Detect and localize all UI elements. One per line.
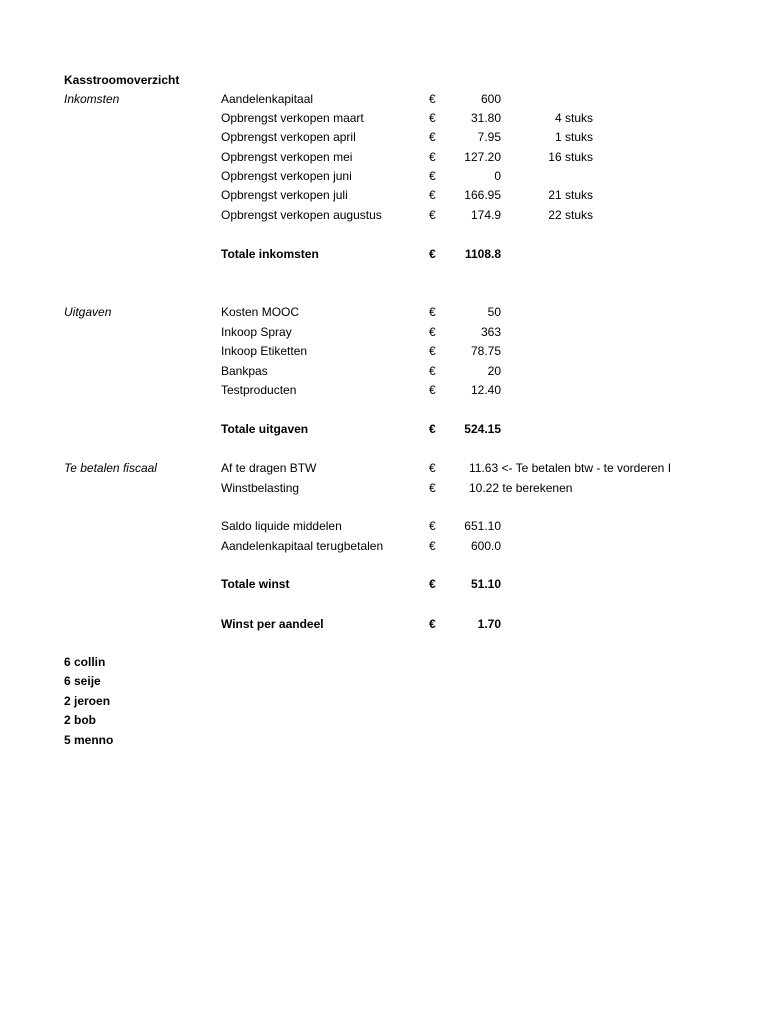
row-label: Aandelenkapitaal terugbetalen (221, 539, 384, 553)
tax-row (0, 478, 768, 498)
sheet-title: Kasstroomoverzicht (64, 73, 180, 87)
currency-symbol: € (429, 539, 436, 553)
currency-symbol: € (429, 247, 436, 261)
expense-row (0, 322, 768, 342)
row-note: 4 stuks (554, 111, 593, 125)
row-amount: 166.95 (464, 188, 501, 202)
row-label: Totale uitgaven (221, 422, 309, 436)
tax-amount-with-note (469, 458, 671, 478)
shareholder-line: 2 bob (64, 713, 96, 727)
row-label: Winstbelasting (221, 481, 300, 495)
row-label: Opbrengst verkopen april (221, 130, 356, 144)
row-amount: 1108.8 (464, 247, 501, 261)
currency-symbol: € (429, 577, 436, 591)
row-label: Totale winst (221, 577, 290, 591)
row-label: Aandelenkapitaal (221, 92, 314, 106)
row-label: Winst per aandeel (221, 617, 324, 631)
currency-symbol: € (429, 169, 436, 183)
currency-symbol: € (429, 111, 436, 125)
currency-symbol: € (429, 481, 436, 495)
row-label: Testproducten (221, 383, 297, 397)
row-amount: 0 (494, 169, 501, 183)
profit-per-share-row (0, 614, 768, 634)
currency-symbol: € (429, 208, 436, 222)
row-label: Opbrengst verkopen maart (221, 111, 364, 125)
shareholder-line: 6 collin (64, 655, 106, 669)
currency-symbol: € (429, 364, 436, 378)
currency-symbol: € (429, 188, 436, 202)
income-row (0, 147, 768, 167)
row-label: Bankpas (221, 364, 268, 378)
row-amount: 7.95 (477, 130, 501, 144)
row-label: Af te dragen BTW (221, 461, 317, 475)
balance-row (0, 536, 768, 556)
section-label-uitgaven: Uitgaven (64, 305, 112, 319)
row-label: Totale inkomsten (221, 247, 319, 261)
row-label: Inkoop Etiketten (221, 344, 308, 358)
total-expenses-row (0, 419, 768, 439)
expense-row (0, 361, 768, 381)
row-amount: 363 (480, 325, 501, 339)
income-row (0, 166, 768, 186)
income-row (0, 185, 768, 205)
row-label: Saldo liquide middelen (221, 519, 342, 533)
currency-symbol: € (429, 150, 436, 164)
tax-row (0, 458, 768, 478)
row-amount: 12.40 (470, 383, 501, 397)
row-label: Inkoop Spray (221, 325, 292, 339)
expense-row (0, 341, 768, 361)
row-amount: 51.10 (470, 577, 501, 591)
balance-row (0, 516, 768, 536)
expense-row (0, 380, 768, 400)
row-label: Opbrengst verkopen juli (221, 188, 348, 202)
expense-row (0, 302, 768, 322)
shareholder-line: 5 menno (64, 733, 114, 747)
currency-symbol: € (429, 617, 436, 631)
currency-symbol: € (429, 305, 436, 319)
currency-symbol: € (429, 422, 436, 436)
row-note: <- Te betalen btw - te vorderen I (501, 461, 672, 475)
row-note: te berekenen (502, 481, 573, 495)
row-amount: 11.63 (469, 461, 499, 475)
row-note: 21 stuks (548, 188, 593, 202)
currency-symbol: € (429, 461, 436, 475)
currency-symbol: € (429, 344, 436, 358)
row-label: Opbrengst verkopen mei (221, 150, 353, 164)
tax-amount-with-note (469, 478, 572, 498)
currency-symbol: € (429, 383, 436, 397)
row-amount: 524.15 (464, 422, 501, 436)
section-label-inkomsten: Inkomsten (64, 92, 120, 106)
row-amount: 600.0 (470, 539, 501, 553)
row-note: 1 stuks (554, 130, 593, 144)
row-amount: 10.22 (469, 481, 500, 495)
row-amount: 78.75 (470, 344, 501, 358)
row-amount: 1.70 (477, 617, 501, 631)
shareholder-line: 6 seije (64, 674, 101, 688)
row-amount: 174.9 (470, 208, 501, 222)
total-income-row (0, 244, 768, 264)
row-amount: 651.10 (464, 519, 501, 533)
row-amount: 31.80 (470, 111, 501, 125)
income-row (0, 205, 768, 225)
total-profit-row (0, 574, 768, 594)
currency-symbol: € (429, 325, 436, 339)
row-amount: 127.20 (464, 150, 501, 164)
currency-symbol: € (429, 130, 436, 144)
section-label-fiscaal: Te betalen fiscaal (64, 461, 157, 475)
row-label: Kosten MOOC (221, 305, 300, 319)
row-label: Opbrengst verkopen augustus (221, 208, 382, 222)
income-row (0, 108, 768, 128)
row-amount: 50 (487, 305, 501, 319)
currency-symbol: € (429, 92, 436, 106)
row-note: 16 stuks (548, 150, 593, 164)
row-label: Opbrengst verkopen juni (221, 169, 352, 183)
income-row (0, 89, 768, 109)
shareholder-line: 2 jeroen (64, 694, 111, 708)
row-amount: 20 (487, 364, 501, 378)
income-row (0, 127, 768, 147)
row-note: 22 stuks (548, 208, 593, 222)
row-amount: 600 (480, 92, 501, 106)
currency-symbol: € (429, 519, 436, 533)
